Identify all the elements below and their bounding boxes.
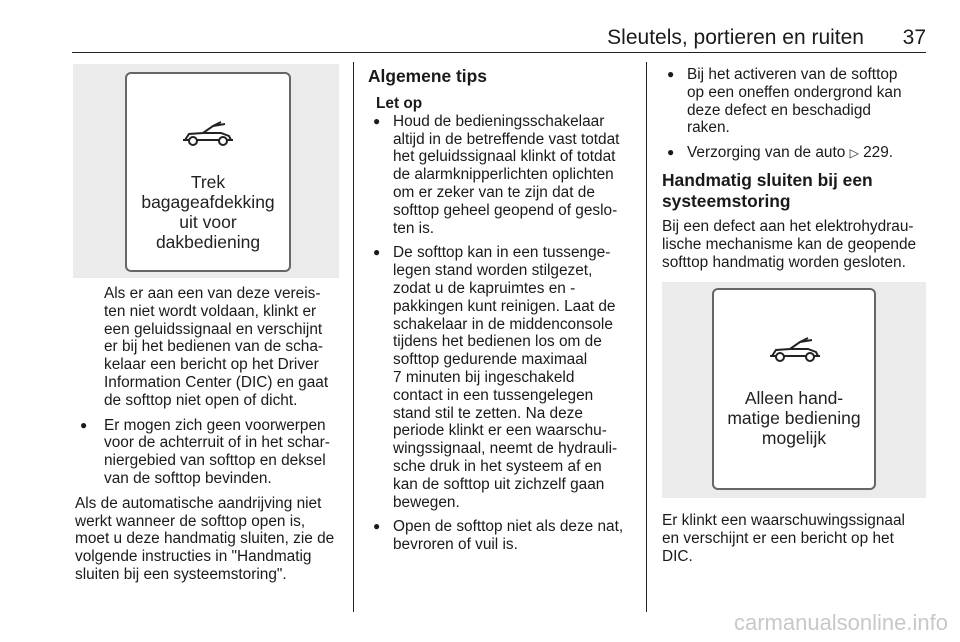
column-2-text	[368, 66, 640, 554]
column-3-text-bottom	[662, 512, 932, 565]
bullet-objects: ● Er mogen zich geen voorwerpen voor de achterruit of in het schar- niergebied van softtop en deksel van de softtop bevinden.	[75, 417, 347, 488]
page-number: 37	[902, 26, 926, 49]
figure-line: matige bediening	[727, 408, 861, 428]
figure-line: dakbediening	[155, 232, 261, 252]
paragraph-warning-signal: Er klinkt een waarschuwingssignaal en verschijnt er een bericht op het DIC.	[662, 512, 905, 565]
bullet-intermediate-position: ● De softtop kan in een tussenge- legen stand worden stilgezet, zodat u de kapruimtes en - pakkingen kunt reinigen. Laat de schakelaar in de middenconsole tijdens het bedienen los om de softtop gedurende maximaal 7 minuten bij ingeschakeld contact in een tussengelegen stand stil te zetten. Na deze periode klinkt er een waarschu- wingssignaal, neemt de hydrauli- sche druk in het systeem af en kan de softtop uit zichzelf gaan bewegen.	[368, 244, 640, 511]
section-title: Sleutels, portieren en ruiten	[607, 26, 864, 49]
figure-line: uit voor	[179, 212, 237, 232]
paragraph-requirements: Als er aan een van deze vereis- ten niet wordt voldaan, klinkt er een geluidssignaal en verschijnt er bij het bedienen van de scha- kelaar een bericht op het Driver Information Center (DIC) en gaat de softtop niet open of dicht.	[104, 285, 329, 409]
bullet-wet-frozen: ● Open de softtop niet als deze nat, bevroren of vuil is.	[368, 518, 640, 554]
column-3-text-top	[662, 66, 932, 271]
column-divider-left	[353, 62, 354, 612]
figure-line: bagageafdekking	[141, 192, 275, 212]
heading-manual-close: Handmatig sluiten bij een systeemstoring	[662, 169, 873, 211]
figure-trek-bagageafdekking	[73, 64, 339, 278]
column-divider-right	[646, 62, 647, 612]
paragraph-manual-close: Als de automatische aandrijving niet werkt wanneer de softtop open is, moet u deze handmatig sluiten, zie de volgende instructies in "Handmatig sluiten bij een systeemstoring".	[75, 494, 335, 583]
bullet-uneven-ground: ● Bij het activeren van de softtop op een oneffen ondergrond kan deze defect en beschadigd raken.	[662, 66, 932, 137]
display-panel	[712, 288, 876, 490]
watermark: carmanualsonline.info	[733, 610, 948, 635]
display-panel	[125, 72, 291, 272]
page-ref-arrow-icon: ▷	[849, 146, 859, 161]
page-header	[72, 22, 926, 53]
note-label: Let op	[376, 95, 423, 112]
column-1-text	[75, 285, 347, 584]
figure-alleen-handmatig	[662, 282, 926, 498]
car-care-text: Verzorging van de auto	[687, 144, 846, 162]
heading-general-tips: Algemene tips	[368, 66, 487, 86]
bullet-car-care	[662, 144, 932, 163]
convertible-car-icon	[766, 334, 822, 364]
paragraph-defect: Bij een defect aan het elektrohydrau- lische mechanisme kan de geopende softtop handmatig worden gesloten.	[662, 217, 917, 271]
figure-line: Alleen hand-	[744, 388, 844, 408]
convertible-car-icon	[179, 118, 235, 148]
page-ref-link[interactable]: 229.	[858, 144, 894, 162]
figure-line: mogelijk	[761, 428, 827, 448]
figure-line: Trek	[190, 172, 226, 192]
bullet-hold-switch: ● Houd de bedieningsschakelaar altijd in de betreffende vast totdat het geluidssignaal klinkt of totdat de alarmknipperlichten oplichten om er zeker van te zijn dat de softtop geheel geopend of geslo- ten is.	[368, 113, 640, 238]
